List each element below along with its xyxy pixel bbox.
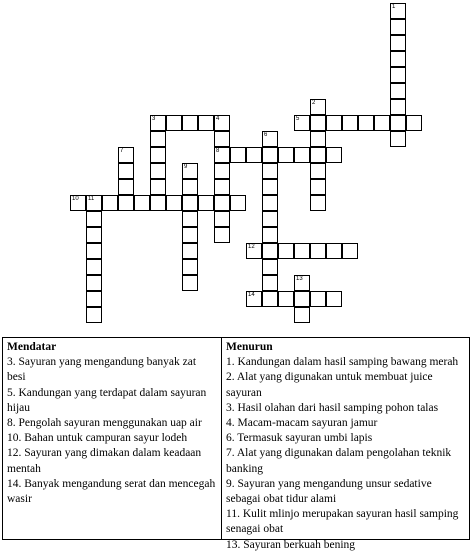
down-clue: 1. Kandungan dalam hasil samping bawang merah xyxy=(226,356,459,369)
grid-cell xyxy=(374,115,390,131)
clue-number: 4 xyxy=(216,116,220,122)
clue-number: 6 xyxy=(264,132,268,138)
grid-cell xyxy=(278,243,294,259)
grid-cell xyxy=(118,179,134,195)
grid-cell xyxy=(310,195,326,211)
grid-cell xyxy=(262,179,278,195)
grid-cell xyxy=(86,291,102,307)
down-clue: 6. Termasuk sayuran umbi lapis xyxy=(226,432,373,445)
grid-cell xyxy=(182,243,198,259)
grid-cell xyxy=(150,131,166,147)
down-clue: 3. Hasil olahan dari hasil samping pohon talas xyxy=(226,401,439,414)
grid-cell xyxy=(262,227,278,243)
down-clue: 9. Sayuran yang mengandung unsur sedative sebagai obat tidur alami xyxy=(226,477,432,506)
grid-cell xyxy=(214,115,230,131)
grid-cell xyxy=(406,115,422,131)
grid-cell xyxy=(86,227,102,243)
grid-cell xyxy=(310,291,326,307)
grid-cell xyxy=(246,147,262,163)
grid-cell xyxy=(262,147,278,163)
grid-cell xyxy=(310,115,326,131)
grid-cell xyxy=(150,179,166,195)
clue-number: 8 xyxy=(216,148,220,154)
grid-cell xyxy=(390,99,406,115)
across-clue: 5. Kandungan yang terdapat dalam sayuran hijau xyxy=(7,386,207,414)
grid-cell xyxy=(214,131,230,147)
grid-cell xyxy=(390,19,406,35)
grid-cell xyxy=(262,259,278,275)
grid-cell xyxy=(214,195,230,211)
grid-cell xyxy=(230,147,246,163)
clue-number: 13 xyxy=(296,276,303,282)
grid-cell xyxy=(294,115,310,131)
clue-number: 12 xyxy=(248,244,255,250)
grid-cell xyxy=(198,115,214,131)
grid-cell xyxy=(214,179,230,195)
across-clue: 3. Sayuran yang mengandung banyak zat besi xyxy=(7,356,197,384)
grid-cell xyxy=(326,243,342,259)
grid-cell xyxy=(118,195,134,211)
grid-cell xyxy=(342,243,358,259)
grid-cell xyxy=(86,275,102,291)
grid-cell xyxy=(390,51,406,67)
grid-cell xyxy=(214,147,230,163)
grid-cell xyxy=(390,35,406,51)
grid-cell xyxy=(214,163,230,179)
grid-cell xyxy=(310,147,326,163)
grid-cell xyxy=(262,195,278,211)
grid-cell xyxy=(294,243,310,259)
grid-cell xyxy=(182,179,198,195)
clue-number: 7 xyxy=(120,148,124,154)
clue-table xyxy=(2,337,470,551)
grid-cell xyxy=(86,307,102,323)
grid-cell xyxy=(118,147,134,163)
across-clue: 14. Banyak mengandung serat dan mencegah wasir xyxy=(7,477,216,506)
clue-number: 5 xyxy=(296,116,300,122)
across-clue: 10. Bahan untuk campuran sayur lodeh xyxy=(7,432,188,445)
grid-cell xyxy=(278,291,294,307)
grid-cell xyxy=(278,147,294,163)
grid-cell xyxy=(390,3,406,19)
grid-cell xyxy=(166,115,182,131)
clue-number: 1 xyxy=(392,4,396,10)
clue-number: 3 xyxy=(152,116,156,122)
grid-cell xyxy=(262,211,278,227)
grid-cell xyxy=(134,195,150,211)
grid-cell xyxy=(150,195,166,211)
across-heading: Mendatar xyxy=(7,341,57,353)
clue-number: 2 xyxy=(312,100,316,106)
clue-number: 9 xyxy=(184,164,188,170)
grid-cell xyxy=(310,131,326,147)
grid-cell xyxy=(182,163,198,179)
grid-cell xyxy=(230,195,246,211)
grid-cell xyxy=(262,163,278,179)
grid-cell xyxy=(390,131,406,147)
grid-cell xyxy=(342,115,358,131)
down-clue: 11. Kulit mlinjo merupakan sayuran hasil samping senagai obat xyxy=(226,508,459,536)
grid-cell xyxy=(294,275,310,291)
down-heading: Menurun xyxy=(226,341,273,353)
grid-cell xyxy=(310,243,326,259)
grid-cell xyxy=(182,211,198,227)
grid-cell xyxy=(246,291,262,307)
clue-number: 10 xyxy=(72,196,79,202)
grid-cell xyxy=(326,147,342,163)
grid-cell xyxy=(310,99,326,115)
grid-cell xyxy=(150,163,166,179)
grid-cell xyxy=(182,259,198,275)
grid-cell xyxy=(102,195,118,211)
grid-cell xyxy=(86,259,102,275)
down-clue: 13. Sayuran berkuah bening xyxy=(226,538,356,551)
grid-cell xyxy=(150,147,166,163)
grid-cell xyxy=(182,115,198,131)
grid-cell xyxy=(182,195,198,211)
grid-cell xyxy=(294,147,310,163)
grid-cell xyxy=(214,211,230,227)
grid-cell xyxy=(198,195,214,211)
across-clues-column xyxy=(3,338,222,539)
grid-cell xyxy=(70,195,86,211)
grid-cell xyxy=(86,243,102,259)
down-clue: 7. Alat yang digunakan dalam pengolahan teknik banking xyxy=(226,447,452,475)
grid-cell xyxy=(390,83,406,99)
down-clue: 4. Macam-macam sayuran jamur xyxy=(226,417,378,430)
across-clue: 8. Pengolah sayuran menggunakan uap air xyxy=(7,417,202,430)
grid-cell xyxy=(262,291,278,307)
grid-cell xyxy=(262,275,278,291)
grid-cell xyxy=(310,179,326,195)
grid-cell xyxy=(86,195,102,211)
grid-cell xyxy=(182,275,198,291)
grid-cell xyxy=(390,115,406,131)
grid-cell xyxy=(182,227,198,243)
grid-cell xyxy=(390,67,406,83)
grid-cell xyxy=(262,243,278,259)
grid-cell xyxy=(326,115,342,131)
grid-cell xyxy=(262,131,278,147)
grid-cell xyxy=(86,211,102,227)
clue-number: 11 xyxy=(88,196,95,202)
clue-number: 14 xyxy=(248,292,255,298)
grid-cell xyxy=(118,163,134,179)
grid-cell xyxy=(150,115,166,131)
grid-cell xyxy=(326,291,342,307)
grid-cell xyxy=(294,291,310,307)
grid-cell xyxy=(310,163,326,179)
grid-cell xyxy=(246,243,262,259)
grid-cell xyxy=(166,195,182,211)
down-clue: 2. Alat yang digunakan untuk membuat juice sayuran xyxy=(226,371,433,399)
grid-cell xyxy=(214,227,230,243)
down-clues-column xyxy=(222,338,469,551)
across-clue: 12. Sayuran yang dimakan dalam keadaan mentah xyxy=(7,447,202,475)
grid-cell xyxy=(358,115,374,131)
grid-cell xyxy=(294,307,310,323)
